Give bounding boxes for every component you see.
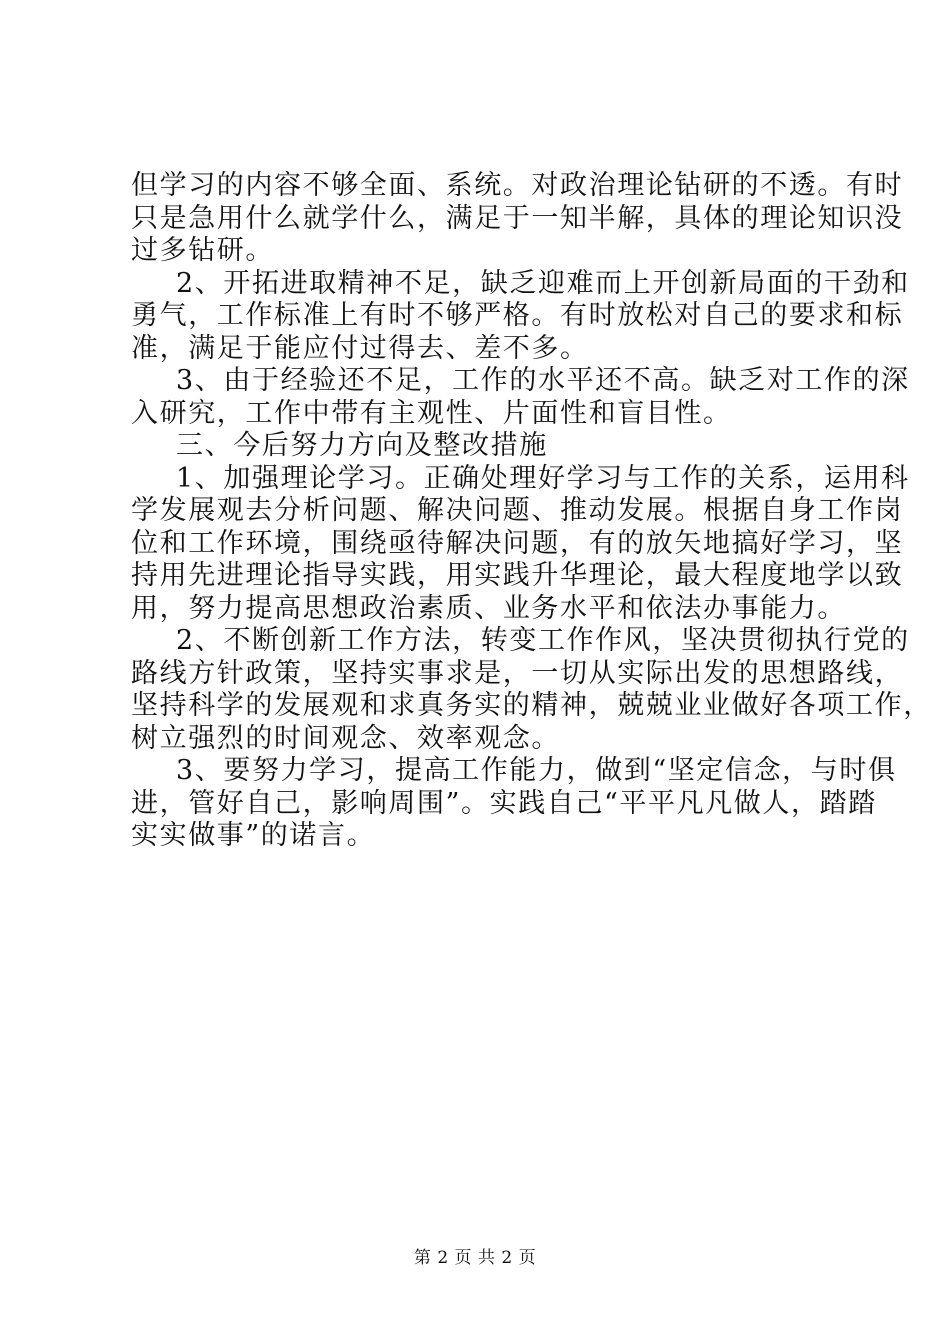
- page-footer: 第 2 页 共 2 页: [413, 1248, 537, 1268]
- text-line: 只是急用什么就学什么，满足于一知半解，具体的理论知识没: [131, 202, 904, 234]
- text-line: 勇气，工作标准上有时不够严格。有时放松对自己的要求和标: [131, 300, 904, 331]
- text-line: 3、要努力学习，提高工作能力，做到“坚定信念，与时俱: [176, 755, 897, 786]
- text-line: 但学习的内容不够全面、系统。对政治理论钻研的不透。有时: [131, 170, 904, 201]
- text-line: 过多钻研。: [131, 235, 274, 266]
- text-line: 2、不断创新工作方法，转变工作作风，坚决贯彻执行党的: [176, 625, 910, 656]
- text-line: 1、加强理论学习。正确处理好学习与工作的关系，运用科: [176, 462, 910, 494]
- text-line: 学发展观去分析问题、解决问题、推动发展。根据自身工作岗: [131, 495, 904, 526]
- text-line: 进，管好自己，影响周围”。实践自己“平平凡凡做人，踏踏: [131, 787, 877, 819]
- text-line: 位和工作环境，围绕亟待解决问题，有的放矢地搞好学习，坚: [131, 527, 904, 559]
- text-line: 持用先进理论指导实践，用实践升华理论，最大程度地学以致: [131, 560, 904, 591]
- text-line: 入研究，工作中带有主观性、片面性和盲目性。: [131, 397, 732, 429]
- text-line: 树立强烈的时间观念、效率观念。: [131, 722, 560, 754]
- text-line: 用，努力提高思想政治素质、业务水平和依法办事能力。: [131, 592, 846, 624]
- text-line: 准，满足于能应付过得去、差不多。: [131, 332, 589, 364]
- text-line: 坚持科学的发展观和求真务实的精神，兢兢业业做好各项工作，: [131, 690, 932, 721]
- text-line: 三、今后努力方向及整改措施: [176, 430, 548, 461]
- text-line: 实实做事”的诺言。: [131, 820, 376, 851]
- text-line: 3、由于经验还不足，工作的水平还不高。缺乏对工作的深: [176, 365, 910, 396]
- text-line: 2、开拓进取精神不足，缺乏迎难而上开创新局面的干劲和: [176, 267, 910, 299]
- text-line: 路线方针政策，坚持实事求是，一切从实际出发的思想路线，: [131, 657, 904, 689]
- document-body: [131, 170, 932, 853]
